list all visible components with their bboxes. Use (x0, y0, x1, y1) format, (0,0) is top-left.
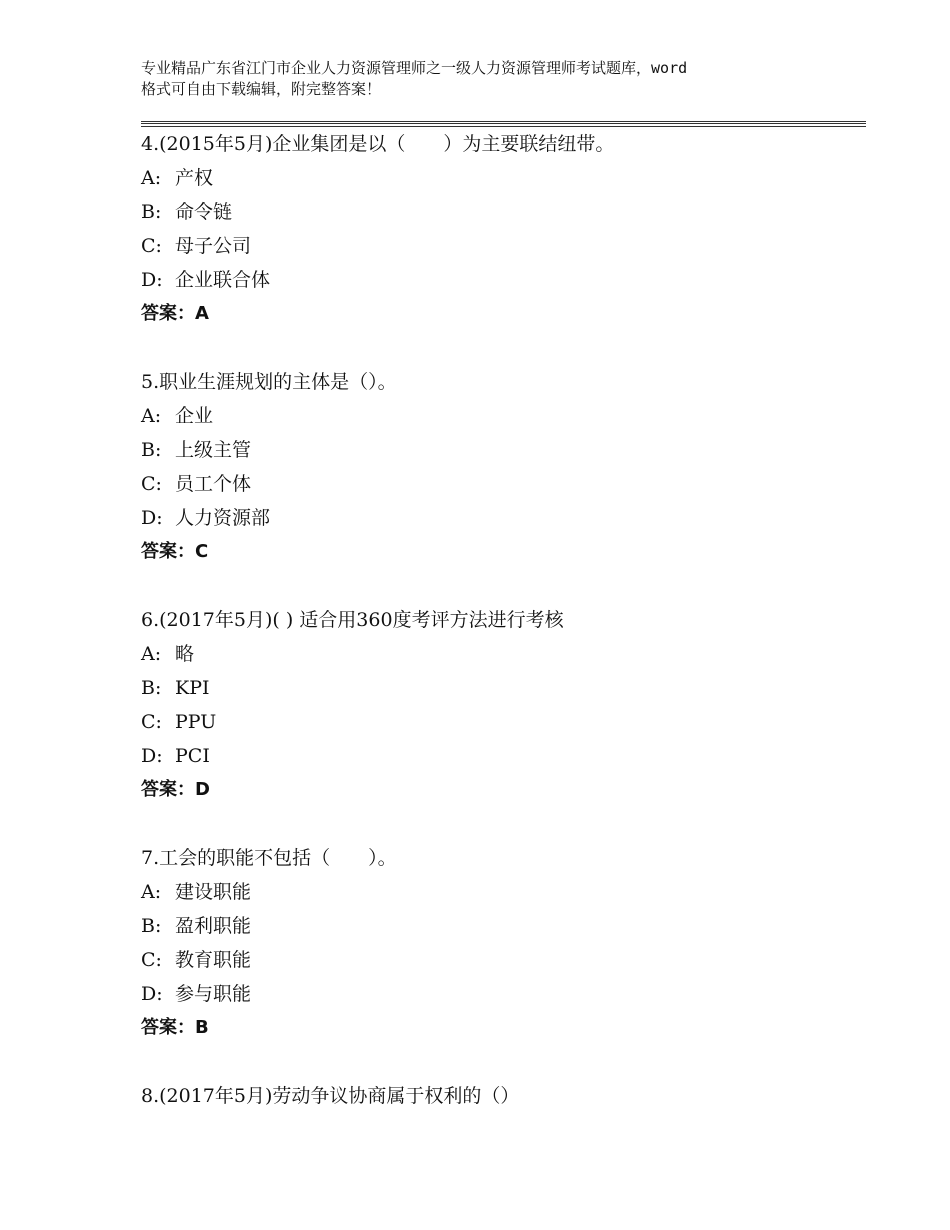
option-text: 教育职能 (175, 949, 252, 971)
option-c (141, 705, 861, 739)
option-c (141, 229, 861, 263)
option-text: 母子公司 (175, 235, 252, 257)
option-letter: B: (141, 439, 162, 461)
option-letter: B: (141, 201, 162, 223)
answer-line: 答案：C (141, 541, 209, 562)
option-text: 企业 (175, 405, 214, 427)
option-letter: C: (141, 235, 162, 257)
question-8 (141, 1079, 861, 1113)
option-d (141, 739, 861, 773)
option-letter: C: (141, 949, 162, 971)
option-letter: B: (141, 677, 162, 699)
question-stem: 4.(2015年5月)企业集团是以（ ）为主要联结纽带。 (141, 133, 615, 155)
option-b (141, 433, 861, 467)
option-a (141, 637, 861, 671)
option-text: PPU (175, 711, 217, 733)
option-text: 产权 (175, 167, 214, 189)
option-b (141, 909, 861, 943)
option-d (141, 977, 861, 1011)
option-text: 参与职能 (175, 983, 252, 1005)
option-letter: A: (141, 881, 162, 903)
question-6 (141, 603, 861, 807)
option-c (141, 467, 861, 501)
question-stem: 7.工会的职能不包括（ ）。 (141, 847, 397, 869)
question-4 (141, 127, 861, 331)
option-letter: B: (141, 915, 162, 937)
question-stem: 5.职业生涯规划的主体是（）。 (141, 371, 397, 393)
option-text: KPI (175, 677, 210, 699)
option-c (141, 943, 861, 977)
document-header (141, 58, 831, 100)
option-letter: D: (141, 983, 163, 1005)
option-b (141, 195, 861, 229)
option-d (141, 263, 861, 297)
question-list (141, 127, 861, 1147)
option-letter: C: (141, 711, 162, 733)
header-line-1: 专业精品广东省江门市企业人力资源管理师之一级人力资源管理师考试题库，word (141, 59, 688, 77)
option-text: 上级主管 (175, 439, 252, 461)
option-letter: C: (141, 473, 162, 495)
option-letter: D: (141, 507, 163, 529)
option-a (141, 161, 861, 195)
answer-line: 答案：D (141, 779, 210, 800)
answer-line: 答案：B (141, 1017, 209, 1038)
option-letter: D: (141, 745, 163, 767)
option-letter: D: (141, 269, 163, 291)
option-text: 盈利职能 (175, 915, 252, 937)
option-text: PCI (175, 745, 210, 767)
option-text: 命令链 (175, 201, 233, 223)
option-text: 企业联合体 (175, 269, 271, 291)
question-stem: 6.(2017年5月)( ) 适合用360度考评方法进行考核 (141, 609, 564, 631)
option-text: 人力资源部 (175, 507, 271, 529)
option-a (141, 875, 861, 909)
question-7 (141, 841, 861, 1045)
option-text: 员工个体 (175, 473, 252, 495)
answer-line: 答案：A (141, 303, 209, 324)
option-text: 建设职能 (175, 881, 252, 903)
option-b (141, 671, 861, 705)
option-text: 略 (175, 643, 195, 665)
question-stem: 8.(2017年5月)劳动争议协商属于权利的（） (141, 1085, 520, 1107)
header-line-2: 格式可自由下载编辑，附完整答案！ (141, 80, 382, 98)
option-letter: A: (141, 643, 162, 665)
option-a (141, 399, 861, 433)
question-5 (141, 365, 861, 569)
option-letter: A: (141, 405, 162, 427)
option-letter: A: (141, 167, 162, 189)
option-d (141, 501, 861, 535)
